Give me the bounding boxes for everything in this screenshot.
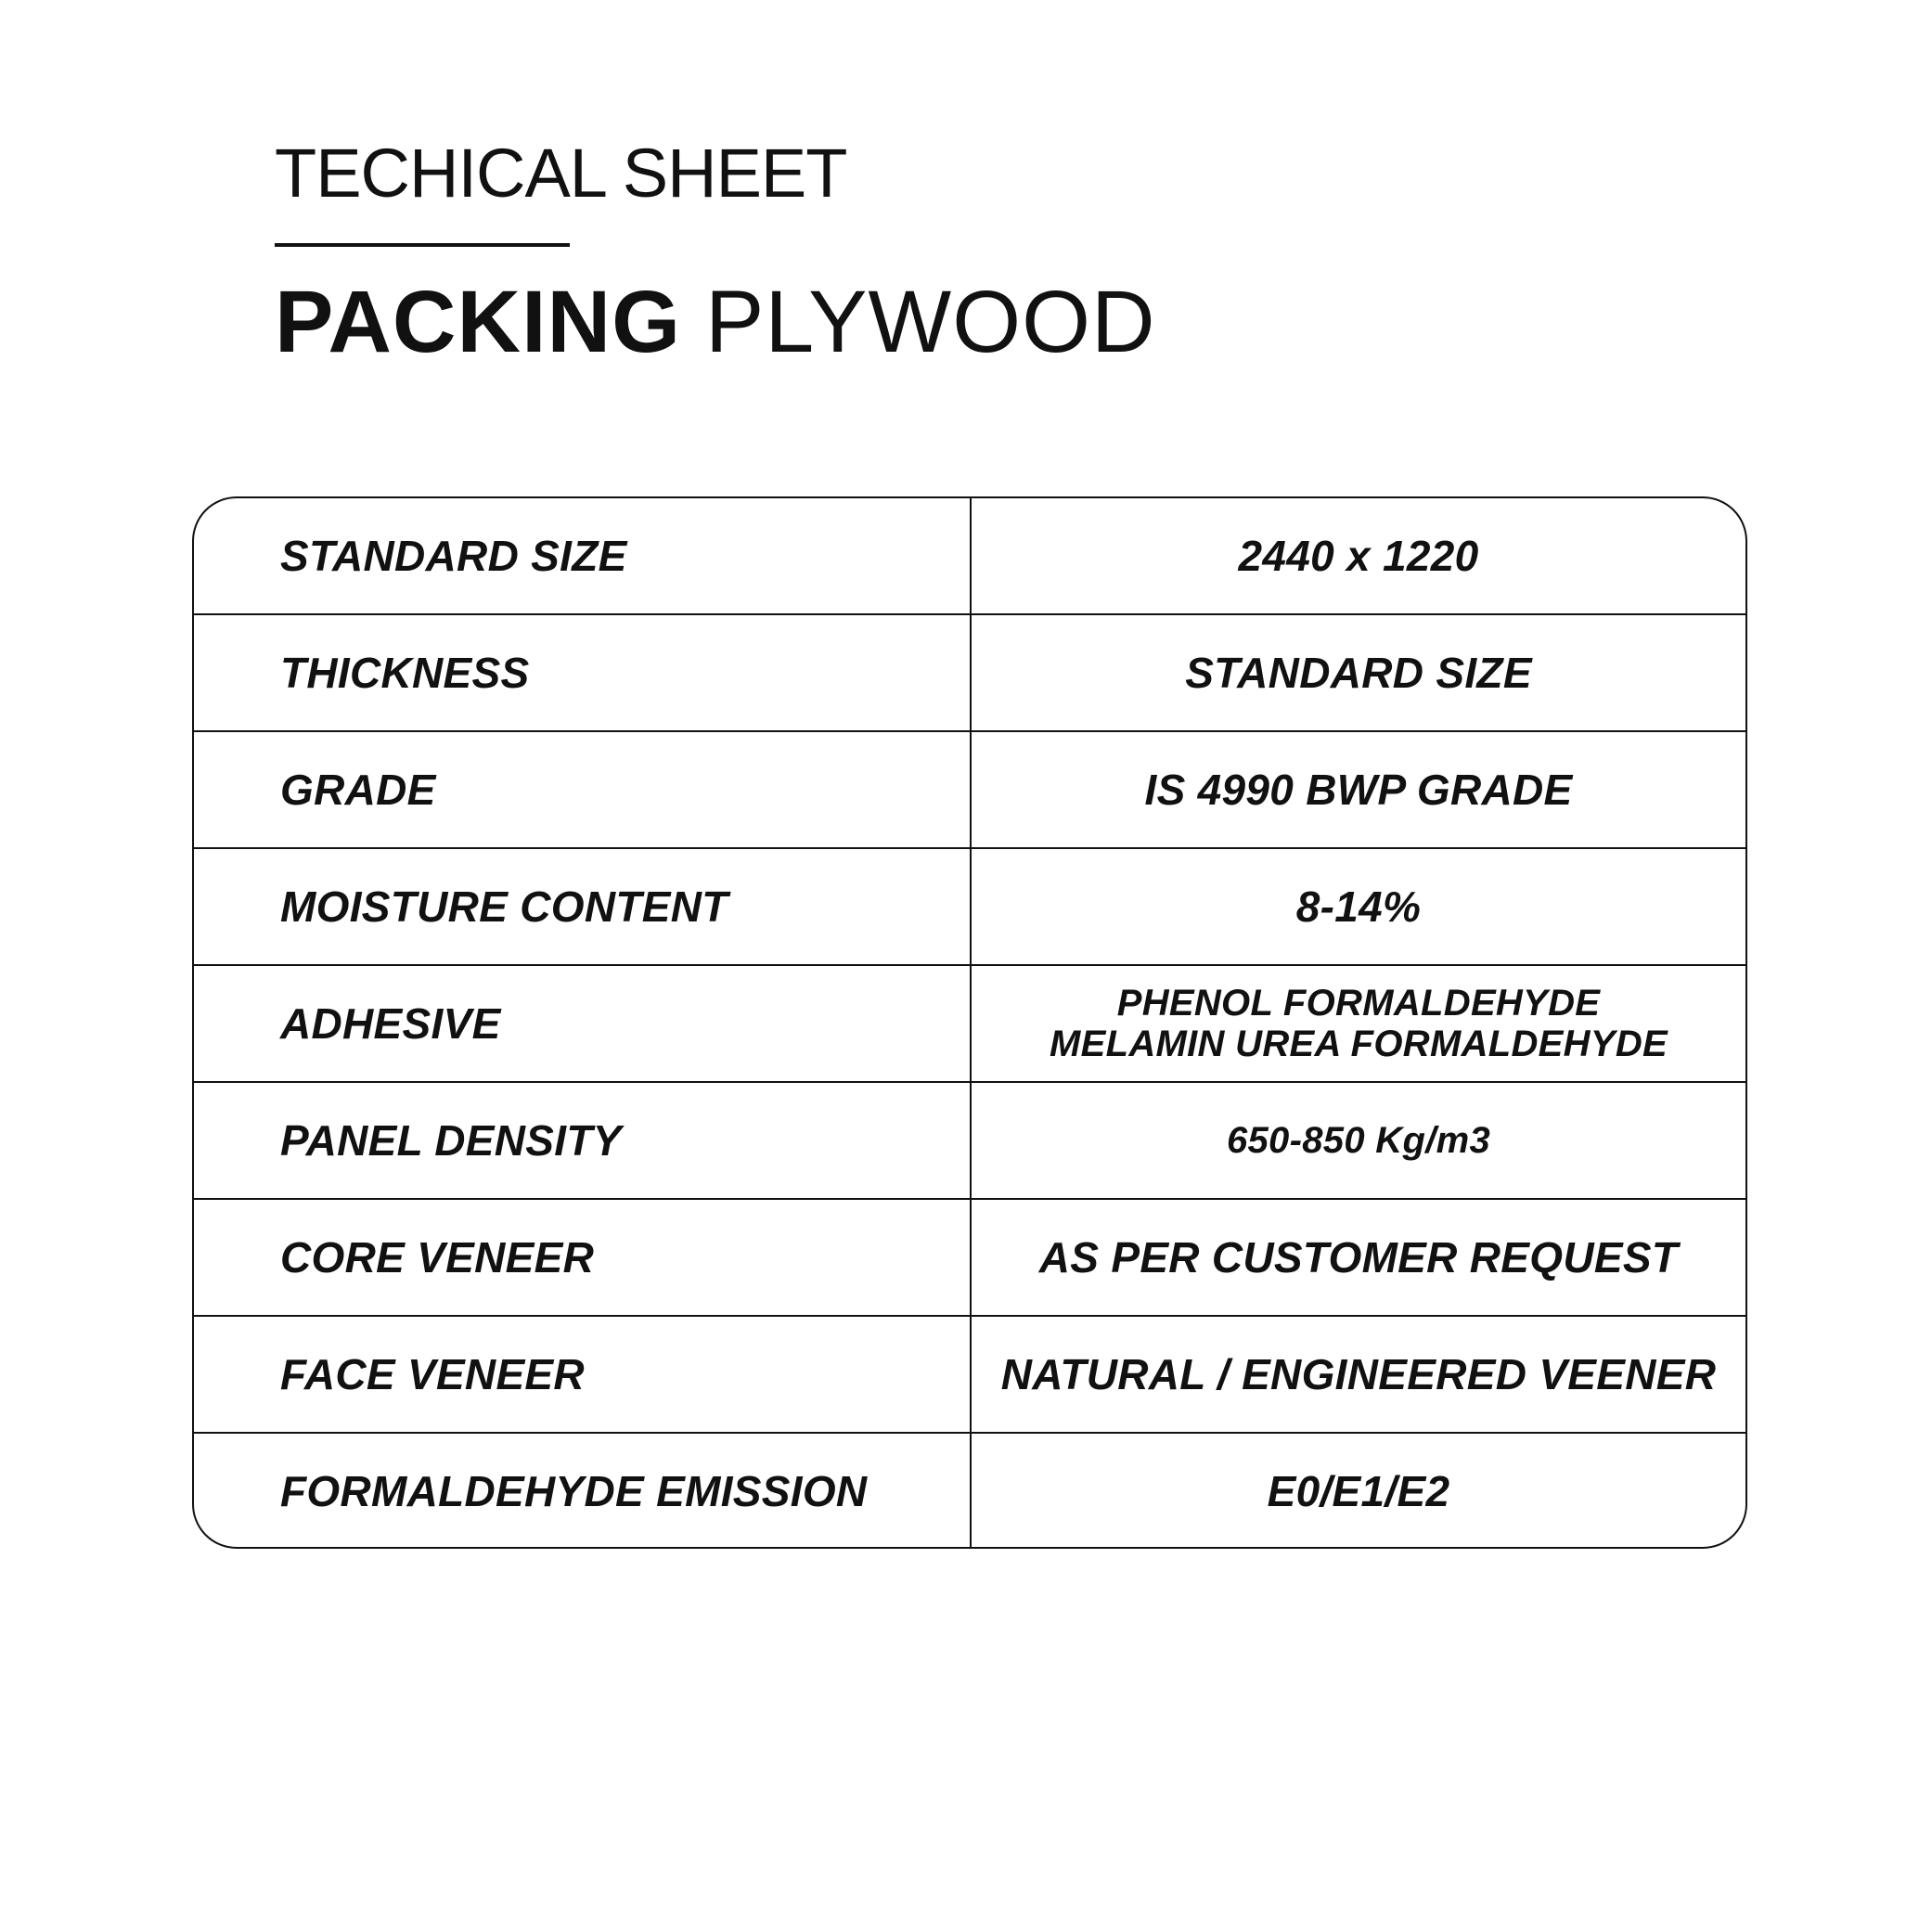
table-row [194,1434,1745,1549]
table-row [194,615,1745,732]
spec-value: E0/E1/E2 [1267,1466,1450,1515]
spec-label: GRADE [194,732,972,847]
spec-value-line: PHENOL FORMALDEHYDE [1116,983,1601,1024]
spec-label: PANEL DENSITY [194,1083,972,1198]
table-row [194,1200,1745,1317]
spec-value: IS 4990 BWP GRADE [1144,765,1573,814]
table-row [194,966,1745,1083]
spec-label: ADHESIVE [194,966,972,1081]
spec-label: STANDARD SIZE [194,498,972,613]
spec-value: 2440 x 1220 [1238,531,1479,580]
spec-value: AS PER CUSTOMER REQUEST [1038,1232,1679,1282]
spec-value: 8-14% [1295,882,1422,931]
table-row [194,849,1745,966]
table-row [194,732,1745,849]
spec-label: CORE VENEER [194,1200,972,1315]
sheet-header [275,135,1156,371]
table-row [194,498,1745,615]
spec-label: FORMALDEHYDE EMISSION [194,1434,972,1549]
spec-table [192,496,1747,1549]
product-title-bold: PACKING [275,273,682,371]
spec-value: 650-850 Kg/m3 [1226,1120,1491,1161]
spec-value: STANDARD SIZE [1185,648,1532,697]
product-title [275,273,1156,371]
sheet-subtitle: TECHICAL SHEET [275,135,847,212]
table-row [194,1083,1745,1200]
spec-label: THICKNESS [194,615,972,730]
spec-value-line: MELAMIN UREA FORMALDEHYDE [1050,1024,1668,1064]
spec-label: MOISTURE CONTENT [194,849,972,964]
header-divider [275,243,570,247]
product-title-light: PLYWOOD [705,273,1156,371]
spec-value [972,966,1745,1081]
spec-label: FACE VENEER [194,1317,972,1432]
spec-value: NATURAL / ENGINEERED VEENER [1000,1349,1717,1398]
table-row [194,1317,1745,1434]
